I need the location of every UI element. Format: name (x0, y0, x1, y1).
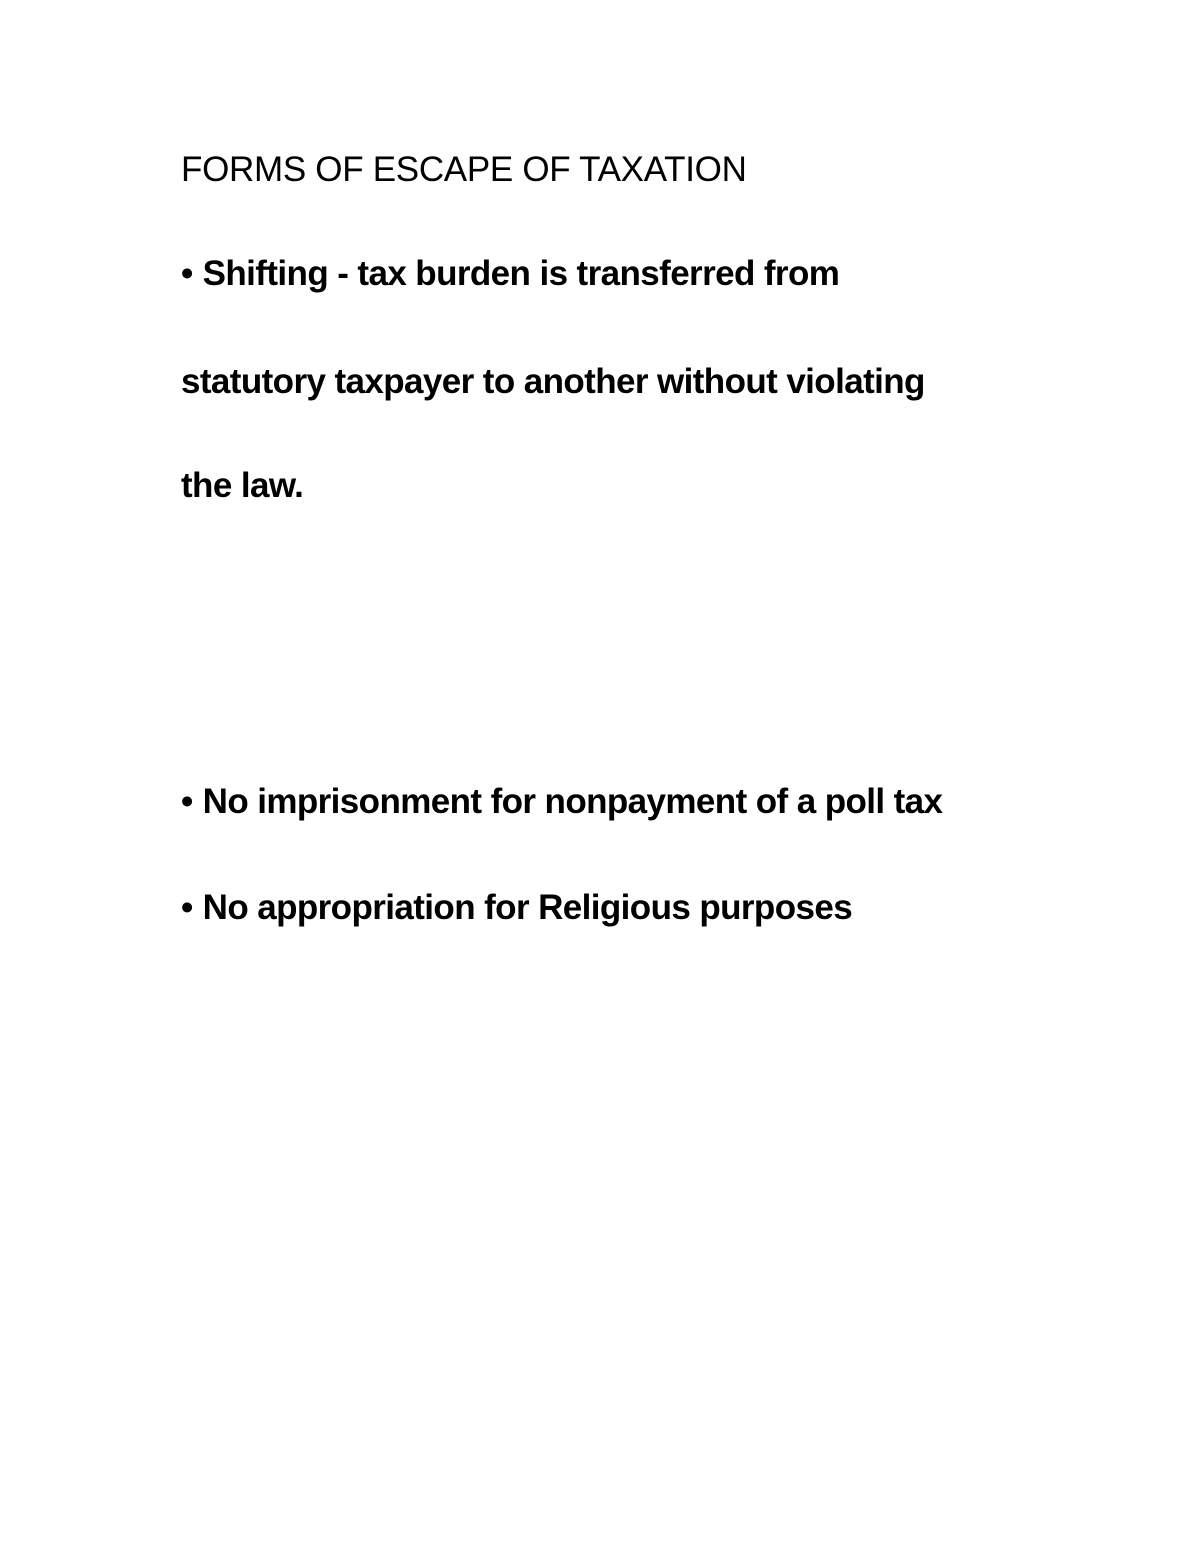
bullet-religious-purposes (181, 888, 852, 928)
poll-tax-text: No imprisonment for nonpayment of a poll tax (202, 782, 943, 821)
shifting-text-line-2: statutory taxpayer to another without violating (181, 362, 925, 401)
shifting-text-line-1: Shifting - tax burden is transferred from (202, 254, 840, 293)
bullet-icon: • (181, 254, 193, 293)
shifting-text-line-3: the law. (181, 466, 304, 505)
bullet-poll-tax (181, 782, 942, 822)
bullet-icon: • (181, 888, 193, 927)
bullet-icon: • (181, 782, 193, 821)
page-title: FORMS OF ESCAPE OF TAXATION (181, 150, 747, 189)
religious-purposes-text: No appropriation for Religious purposes (202, 888, 853, 927)
bullet-shifting-line-1 (181, 254, 839, 294)
